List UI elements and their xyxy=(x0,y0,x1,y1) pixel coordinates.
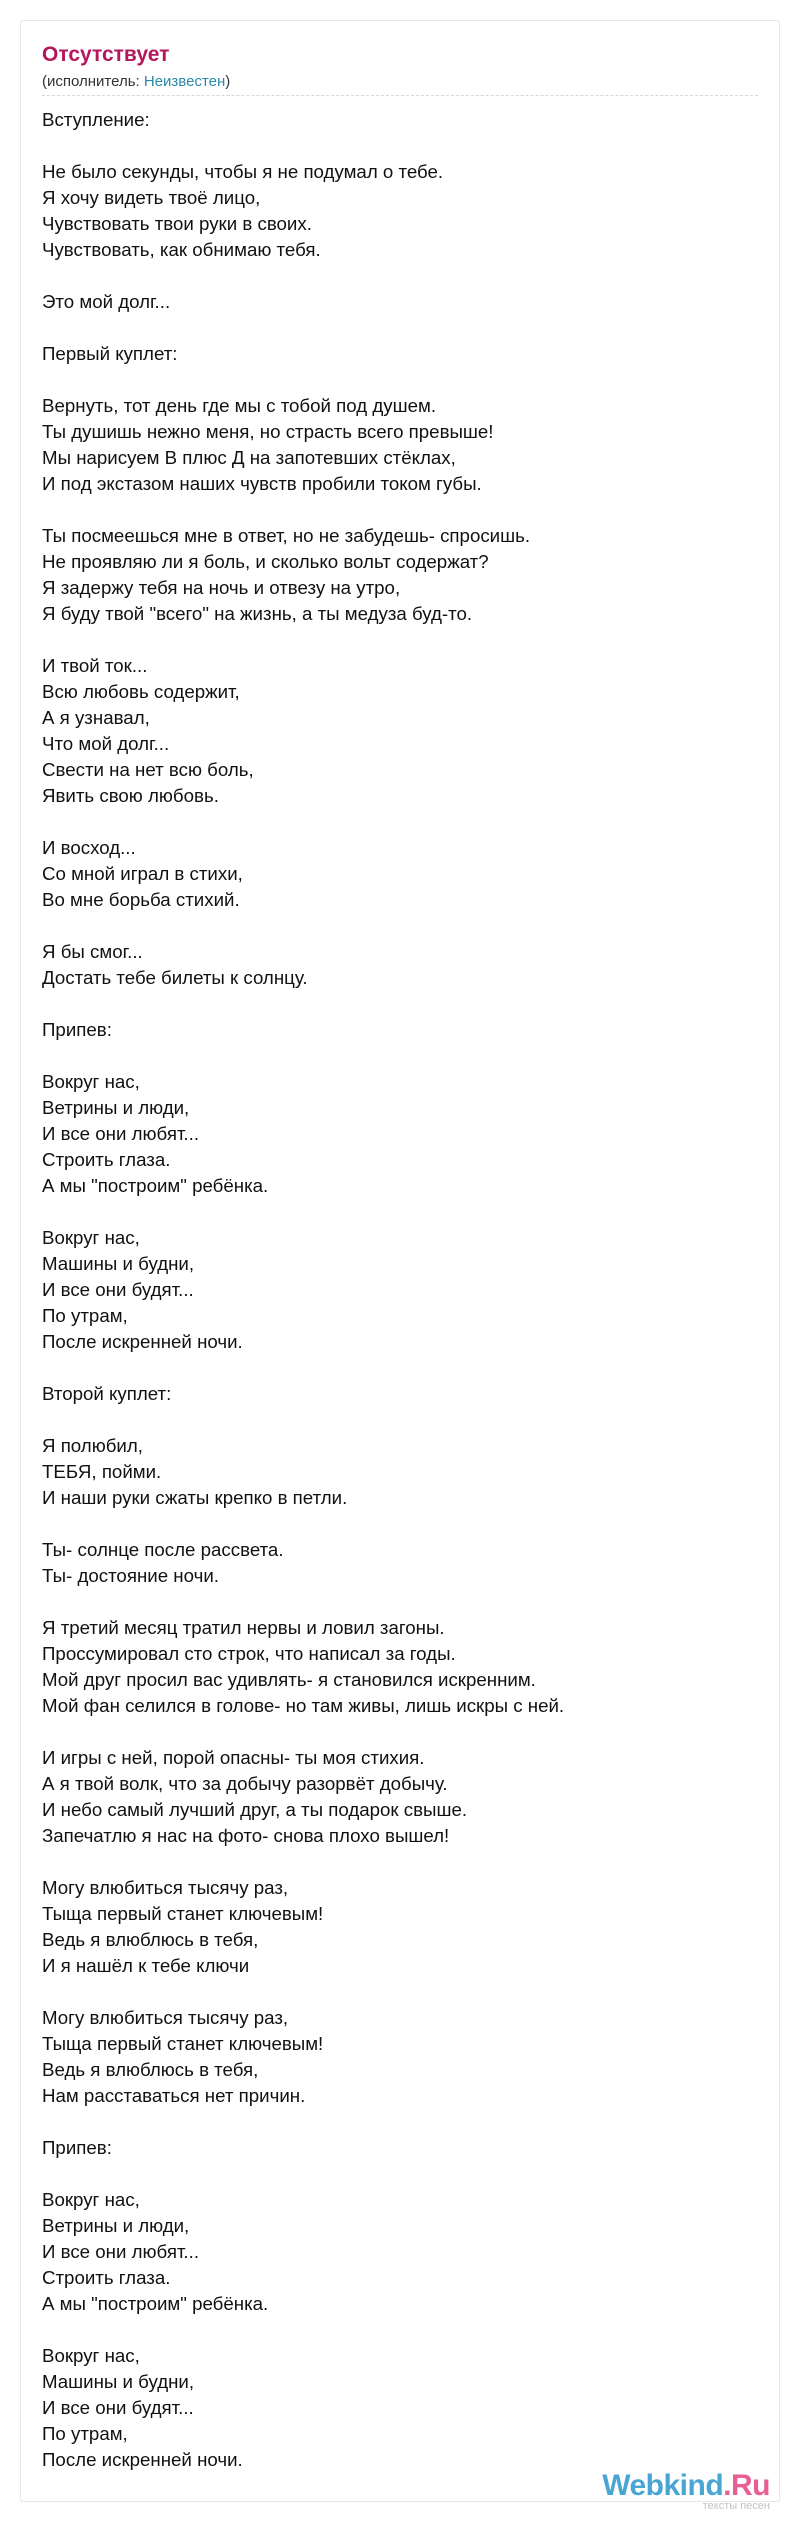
lyrics-line: Запечатлю я нас на фото- снова плохо вышел! xyxy=(42,1825,450,1846)
lyrics-line: Я третий месяц тратил нервы и ловил загоны. xyxy=(42,1617,445,1638)
lyrics-line: Второй куплет: xyxy=(42,1383,172,1404)
lyrics-line: Вернуть, тот день где мы с тобой под душем. xyxy=(42,395,437,416)
lyrics-line: Нам расставаться нет причин. xyxy=(42,2085,306,2106)
logo-text: Webkind xyxy=(602,2469,724,2502)
lyrics-line: Не было секунды, чтобы я не подумал о тебе. xyxy=(42,161,444,182)
lyrics-stanza xyxy=(42,653,758,809)
lyrics-line: И все они любят... xyxy=(42,2241,200,2262)
lyrics-line: И небо самый лучший друг, а ты подарок свыше. xyxy=(42,1799,468,1820)
lyrics-line: Достать тебе билеты к солнцу. xyxy=(42,967,308,988)
lyrics-line: Проссумировал сто строк, что написал за годы. xyxy=(42,1643,456,1664)
lyrics-line: Чувствовать твои руки в своих. xyxy=(42,213,312,234)
lyrics-line: Ты душишь нежно меня, но страсть всего превыше! xyxy=(42,421,494,442)
lyrics-line: А мы "построим" ребёнка. xyxy=(42,1175,269,1196)
lyrics-stanza xyxy=(42,1745,758,1849)
lyrics-line: Свести на нет всю боль, xyxy=(42,759,254,780)
lyrics-line: Ветрины и люди, xyxy=(42,1097,190,1118)
lyrics-stanza xyxy=(42,2187,758,2317)
lyrics-line: По утрам, xyxy=(42,2423,128,2444)
lyrics-stanza xyxy=(42,2135,758,2161)
lyrics-line: После искренней ночи. xyxy=(42,2449,243,2470)
lyrics-line: Первый куплет: xyxy=(42,343,178,364)
lyrics-line: Ветрины и люди, xyxy=(42,2215,190,2236)
site-logo[interactable] xyxy=(550,2470,770,2512)
lyrics-line: Вокруг нас, xyxy=(42,1227,140,1248)
lyrics-line: Машины и будни, xyxy=(42,1253,195,1274)
lyrics-line: А я твой волк, что за добычу разорвёт добычу. xyxy=(42,1773,448,1794)
lyrics-line: После искренней ночи. xyxy=(42,1331,243,1352)
lyrics-line: И восход... xyxy=(42,837,136,858)
logo-tld: .Ru xyxy=(723,2469,770,2502)
lyrics-line: Припев: xyxy=(42,2137,112,2158)
header-divider xyxy=(42,95,758,96)
lyrics-line: И твой ток... xyxy=(42,655,148,676)
lyrics-line: Мы нарисуем В плюс Д на запотевших стёклах, xyxy=(42,447,456,468)
artist-line xyxy=(42,72,758,91)
lyrics-stanza xyxy=(42,523,758,627)
lyrics-line: Могу влюбиться тысячу раз, xyxy=(42,2007,289,2028)
lyrics-stanza xyxy=(42,107,758,133)
lyrics-line: Могу влюбиться тысячу раз, xyxy=(42,1877,289,1898)
lyrics-line: И все они будят... xyxy=(42,2397,194,2418)
lyrics-line: Тыща первый станет ключевым! xyxy=(42,1903,324,1924)
lyrics-stanza xyxy=(42,1615,758,1719)
lyrics-stanza xyxy=(42,159,758,263)
logo-wordmark xyxy=(550,2470,770,2502)
lyrics-line: Я задержу тебя на ночь и отвезу на утро, xyxy=(42,577,401,598)
lyrics-line: И наши руки сжаты крепко в петли. xyxy=(42,1487,348,1508)
lyrics-line: Не проявляю ли я боль, и сколько вольт содержат? xyxy=(42,551,489,572)
lyrics-stanza xyxy=(42,2343,758,2473)
artist-suffix: ) xyxy=(225,73,231,90)
lyrics-line: Я бы смог... xyxy=(42,941,143,962)
lyrics-line: Что мой долг... xyxy=(42,733,170,754)
lyrics-line: Ведь я влюблюсь в тебя, xyxy=(42,2059,259,2080)
lyrics-stanza xyxy=(42,1537,758,1589)
artist-link[interactable]: Неизвестен xyxy=(143,73,226,90)
lyrics-line: Вокруг нас, xyxy=(42,2345,140,2366)
song-header xyxy=(42,42,758,91)
lyrics-stanza xyxy=(42,1017,758,1043)
lyrics-line: Ты- солнце после рассвета. xyxy=(42,1539,284,1560)
lyrics-stanza xyxy=(42,1381,758,1407)
lyrics-line: Строить глаза. xyxy=(42,2267,171,2288)
lyrics-line: Ты посмеешься мне в ответ, но не забудешь- спросишь. xyxy=(42,525,531,546)
artist-prefix: (исполнитель: xyxy=(42,73,144,90)
lyrics-line: И под экстазом наших чувств пробили током губы. xyxy=(42,473,482,494)
lyrics-line: Вокруг нас, xyxy=(42,2189,140,2210)
lyrics-line: Чувствовать, как обнимаю тебя. xyxy=(42,239,321,260)
lyrics-line: Со мной играл в стихи, xyxy=(42,863,243,884)
lyrics-stanza xyxy=(42,1433,758,1511)
lyrics-line: Строить глаза. xyxy=(42,1149,171,1170)
lyrics-line: ТЕБЯ, пойми. xyxy=(42,1461,162,1482)
lyrics-stanza xyxy=(42,939,758,991)
lyrics-stanza xyxy=(42,2005,758,2109)
lyrics-line: Ведь я влюблюсь в тебя, xyxy=(42,1929,259,1950)
lyrics-stanza xyxy=(42,835,758,913)
lyrics-line: Мой друг просил вас удивлять- я становился искренним. xyxy=(42,1669,536,1690)
lyrics-stanza xyxy=(42,1225,758,1355)
lyrics-line: Вступление: xyxy=(42,109,150,130)
lyrics-body xyxy=(42,107,758,2499)
lyrics-stanza xyxy=(42,1875,758,1979)
lyrics-line: Я полюбил, xyxy=(42,1435,143,1456)
lyrics-line: Я буду твой "всего" на жизнь, а ты медуза буд-то. xyxy=(42,603,473,624)
lyrics-line: И все они будят... xyxy=(42,1279,194,1300)
lyrics-line: И все они любят... xyxy=(42,1123,200,1144)
lyrics-line: Вокруг нас, xyxy=(42,1071,140,1092)
lyrics-line: Мой фан селился в голове- но там живы, лишь искры с ней. xyxy=(42,1695,565,1716)
lyrics-line: Ты- достояние ночи. xyxy=(42,1565,219,1586)
lyrics-line: И я нашёл к тебе ключи xyxy=(42,1955,250,1976)
lyrics-line: Машины и будни, xyxy=(42,2371,195,2392)
lyrics-line: А я узнавал, xyxy=(42,707,150,728)
lyrics-line: Явить свою любовь. xyxy=(42,785,219,806)
lyrics-line: По утрам, xyxy=(42,1305,128,1326)
lyrics-line: Припев: xyxy=(42,1019,112,1040)
logo-tagline: тексты песен xyxy=(702,2500,770,2512)
lyrics-stanza xyxy=(42,1069,758,1199)
lyrics-line: Это мой долг... xyxy=(42,291,171,312)
lyrics-stanza xyxy=(42,289,758,315)
lyrics-stanza xyxy=(42,393,758,497)
song-title: Отсутствует xyxy=(42,43,170,66)
lyrics-line: Во мне борьба стихий. xyxy=(42,889,240,910)
lyrics-line: Тыща первый станет ключевым! xyxy=(42,2033,324,2054)
lyrics-line: Я хочу видеть твоё лицо, xyxy=(42,187,261,208)
lyrics-line: И игры с ней, порой опасны- ты моя стихия. xyxy=(42,1747,425,1768)
lyrics-line: Всю любовь содержит, xyxy=(42,681,240,702)
lyrics-line: А мы "построим" ребёнка. xyxy=(42,2293,269,2314)
lyrics-stanza xyxy=(42,341,758,367)
